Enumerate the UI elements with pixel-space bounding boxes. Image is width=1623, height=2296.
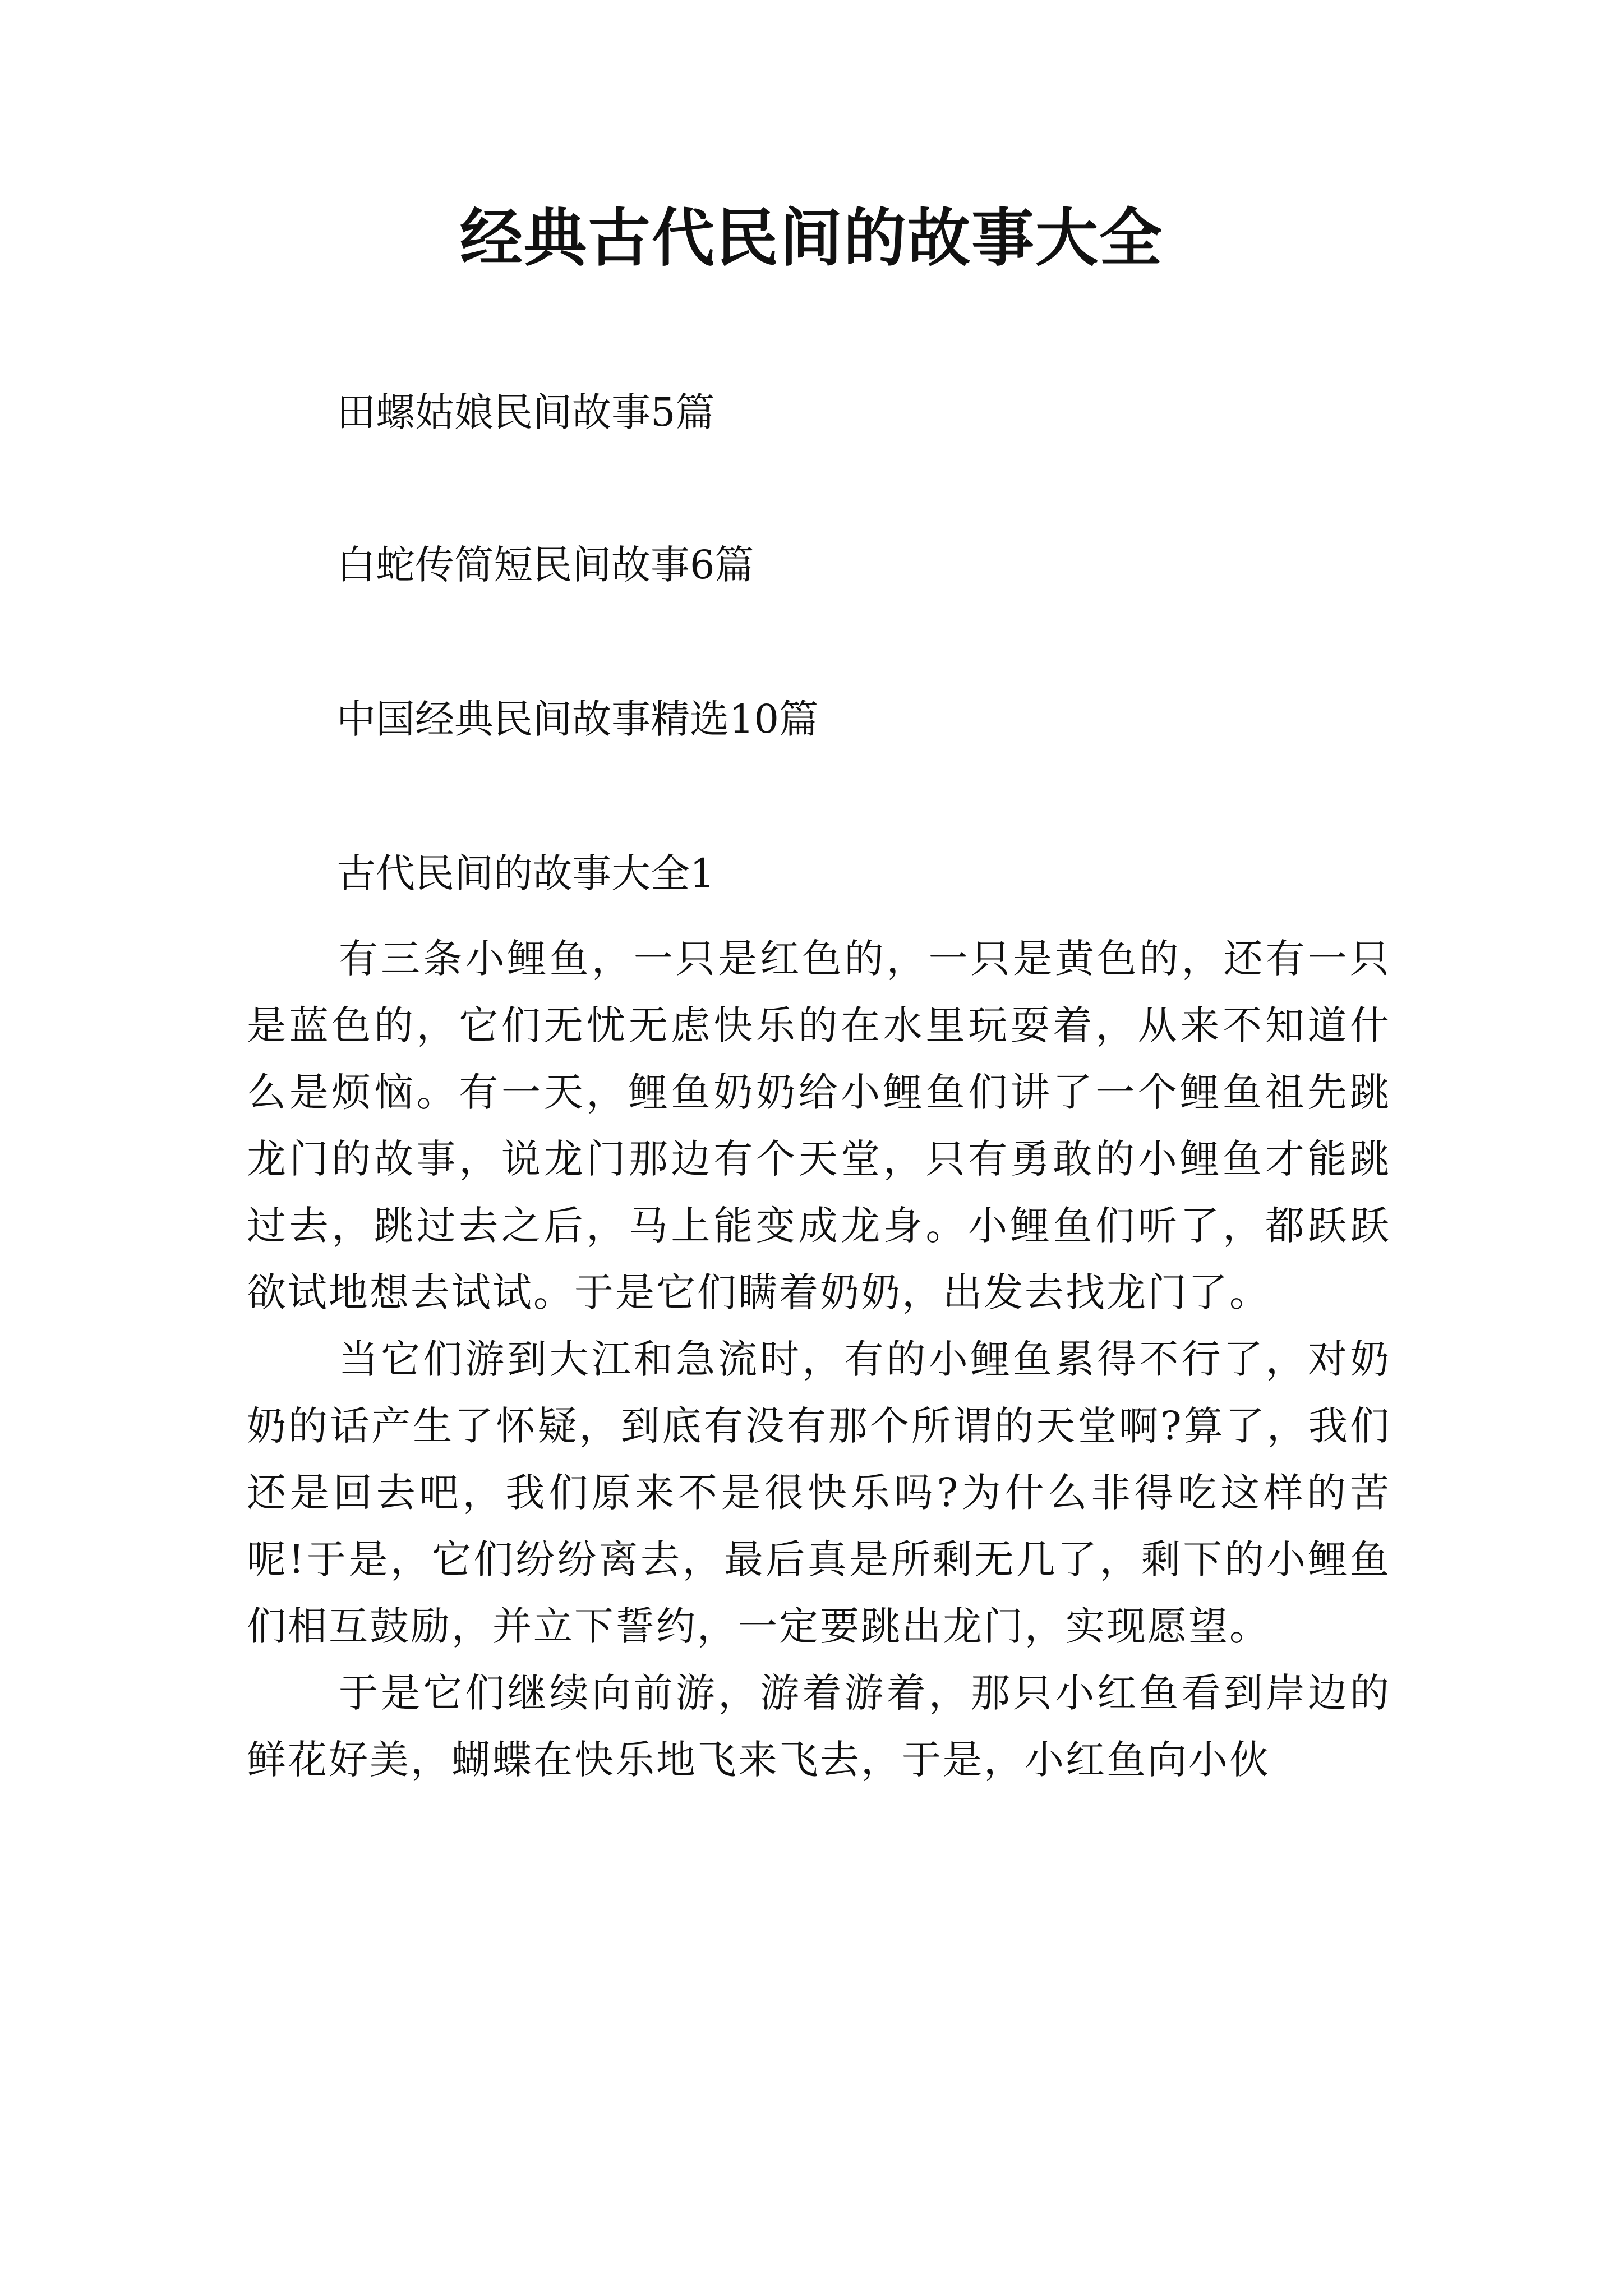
toc-item-1: 田螺姑娘民间故事5篇 bbox=[336, 389, 715, 435]
paragraph-2: 当它们游到大江和急流时，有的小鲤鱼累得不行了，对奶奶的话产生了怀疑，到底有没有那个所谓的天堂啊?算了，我们还是回去吧，我们原来不是很快乐吗?为什么非得吃这样的苦呢!于是，它们纷纷离去，最后真是所剩无几了，剩下的小鲤鱼们相互鼓励，并立下誓约，一定要跳出龙门，实现愿望。 bbox=[247, 1336, 1391, 1649]
toc-item-2: 白蛇传简短民间故事6篇 bbox=[336, 542, 754, 588]
section-heading: 古代民间的故事大全1 bbox=[336, 850, 715, 896]
story-body bbox=[247, 926, 1391, 1793]
document-title: 经典古代民间的故事大全 bbox=[460, 201, 1163, 275]
paragraph-3: 于是它们继续向前游，游着游着，那只小红鱼看到岸边的鲜花好美，蝴蝶在快乐地飞来飞去，于是，小红鱼向小伙 bbox=[247, 1670, 1391, 1783]
paragraph-1: 有三条小鲤鱼，一只是红色的，一只是黄色的，还有一只是蓝色的，它们无忧无虑快乐的在水里玩耍着，从来不知道什么是烦恼。有一天，鲤鱼奶奶给小鲤鱼们讲了一个鲤鱼祖先跳龙门的故事，说龙门那边有个天堂，只有勇敢的小鲤鱼才能跳过去，跳过去之后，马上能变成龙身。小鲤鱼们听了，都跃跃欲试地想去试试。于是它们瞒着奶奶，出发去找龙门了。 bbox=[247, 936, 1391, 1315]
toc-item-3: 中国经典民间故事精选10篇 bbox=[336, 696, 819, 742]
